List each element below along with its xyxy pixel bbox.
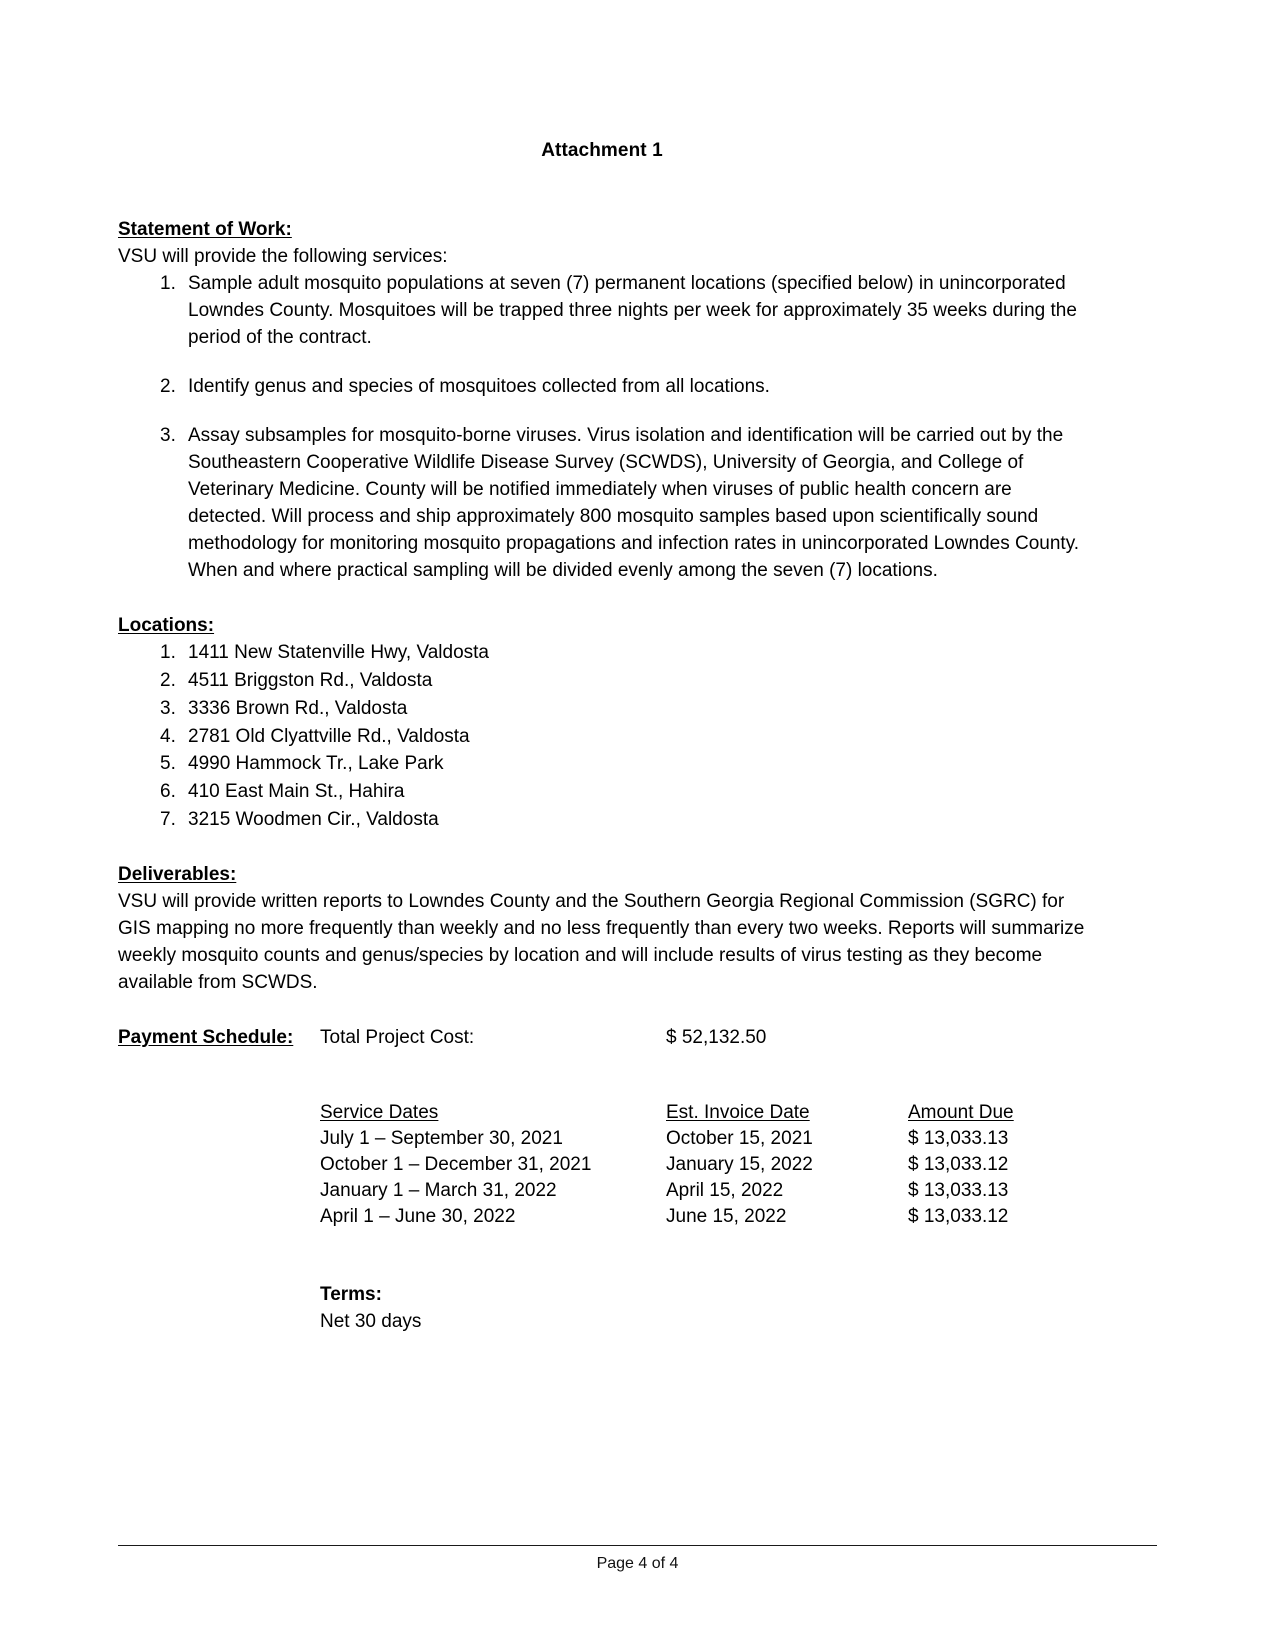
terms-heading: Terms: [320, 1284, 382, 1306]
spacer [118, 1052, 1086, 1100]
list-item-number: 4. [160, 725, 176, 747]
list-item-text: 4990 Hammock Tr., Lake Park [188, 753, 444, 775]
list-item [118, 423, 1086, 585]
footer-divider [118, 1545, 1157, 1546]
table-row [118, 1126, 1086, 1152]
footer-page-number: Page 4 of 4 [596, 1555, 679, 1572]
cell-invoice-date: October 15, 2021 [666, 1128, 813, 1150]
payment-schedule-heading: Payment Schedule: [118, 1027, 294, 1049]
table-row [118, 1178, 1086, 1204]
cell-service-dates: April 1 – June 30, 2022 [320, 1206, 516, 1228]
terms-body: Net 30 days [320, 1311, 422, 1333]
statement-of-work-heading: Statement of Work: [118, 219, 292, 240]
table-row [118, 1204, 1086, 1230]
list-item-text: 2781 Old Clyattville Rd., Valdosta [188, 725, 470, 747]
cell-amount-due: $ 13,033.13 [908, 1128, 1009, 1150]
list-item-text: Assay subsamples for mosquito-borne viruses. Virus isolation and identification will be carried out by the Southeastern Cooperative Wildlife Disease Survey (SCWDS), University of Georgia, and College of Veterinary Medicine. County will be notified immediately when viruses of public health concern are detected. Will process and ship approximately 800 mosquito samples based upon scientifically sound methodology for monitoring mosquito propagations and infection rates in unincorporated Lowndes County. When and where practical sampling will be divided evenly among the seven (7) locations. [188, 424, 1080, 581]
list-item-number: 3. [160, 697, 176, 719]
list-item [118, 724, 1086, 751]
page-title: Attachment 1 [541, 140, 663, 161]
statement-of-work-section [118, 217, 1086, 585]
list-item [118, 271, 1086, 352]
spacer [118, 585, 1086, 613]
total-project-cost-value: $ 52,132.50 [666, 1027, 767, 1049]
list-item-number: 2. [160, 669, 176, 691]
deliverables-section [118, 862, 1086, 997]
payment-schedule-table [118, 1100, 1086, 1230]
list-item-number: 5. [160, 753, 176, 775]
column-header-service-dates: Service Dates [320, 1102, 439, 1124]
list-item [118, 668, 1086, 695]
cell-invoice-date: April 15, 2022 [666, 1180, 784, 1202]
list-item-number: 2. [160, 375, 176, 397]
document-body [118, 140, 1086, 1336]
list-item-text: 1411 New Statenville Hwy, Valdosta [188, 641, 489, 663]
cell-amount-due: $ 13,033.12 [908, 1206, 1009, 1228]
cell-service-dates: July 1 – September 30, 2021 [320, 1128, 563, 1150]
deliverables-body: VSU will provide written reports to Lowndes County and the Southern Georgia Regional Commission (SGRC) for GIS mapping no more frequently than weekly and no less frequently than every two weeks. Reports will summarize weekly mosquito counts and genus/species by location and will include results of virus testing as they become available from SCWDS. [118, 891, 1085, 994]
cell-amount-due: $ 13,033.12 [908, 1154, 1009, 1176]
list-item [118, 779, 1086, 806]
list-item-number: 1. [160, 641, 176, 663]
list-item-text: 410 East Main St., Hahira [188, 781, 405, 803]
cell-invoice-date: June 15, 2022 [666, 1206, 787, 1228]
column-header-invoice-date: Est. Invoice Date [666, 1102, 810, 1124]
payment-total-row [118, 1025, 1086, 1052]
statement-of-work-list [118, 271, 1086, 585]
list-item-number: 3. [160, 424, 176, 446]
list-item-text: 4511 Briggston Rd., Valdosta [188, 669, 433, 691]
list-item [118, 696, 1086, 723]
list-item-text: Identify genus and species of mosquitoes collected from all locations. [188, 375, 770, 397]
locations-heading: Locations: [118, 614, 215, 636]
list-item [118, 751, 1086, 778]
statement-of-work-intro: VSU will provide the following services: [118, 245, 448, 267]
list-item-number: 7. [160, 809, 176, 831]
cell-amount-due: $ 13,033.13 [908, 1180, 1009, 1202]
payment-schedule-section [118, 1025, 1086, 1336]
list-item [118, 640, 1086, 667]
table-row [118, 1152, 1086, 1178]
list-item-text: Sample adult mosquito populations at seven (7) permanent locations (specified below) in unincorporated Lowndes County. Mosquitoes will be trapped three nights per week for approximately 35 weeks during the period of the contract. [188, 272, 1077, 348]
spacer [118, 834, 1086, 862]
list-item [118, 807, 1086, 834]
table-header-row [118, 1100, 1086, 1126]
cell-invoice-date: January 15, 2022 [666, 1154, 813, 1176]
cell-service-dates: October 1 – December 31, 2021 [320, 1154, 592, 1176]
list-item-number: 6. [160, 781, 176, 803]
cell-service-dates: January 1 – March 31, 2022 [320, 1180, 557, 1202]
list-item-text: 3215 Woodmen Cir., Valdosta [188, 809, 439, 831]
total-project-cost-label: Total Project Cost: [320, 1027, 475, 1049]
page-footer [118, 1545, 1157, 1573]
locations-section [118, 613, 1086, 835]
deliverables-heading: Deliverables: [118, 864, 237, 886]
list-item-text: 3336 Brown Rd., Valdosta [188, 697, 408, 719]
spacer [118, 997, 1086, 1025]
list-item [118, 374, 1086, 401]
spacer [118, 1230, 1086, 1282]
locations-list [118, 640, 1086, 835]
list-item-number: 1. [160, 272, 176, 294]
column-header-amount-due: Amount Due [908, 1102, 1014, 1124]
